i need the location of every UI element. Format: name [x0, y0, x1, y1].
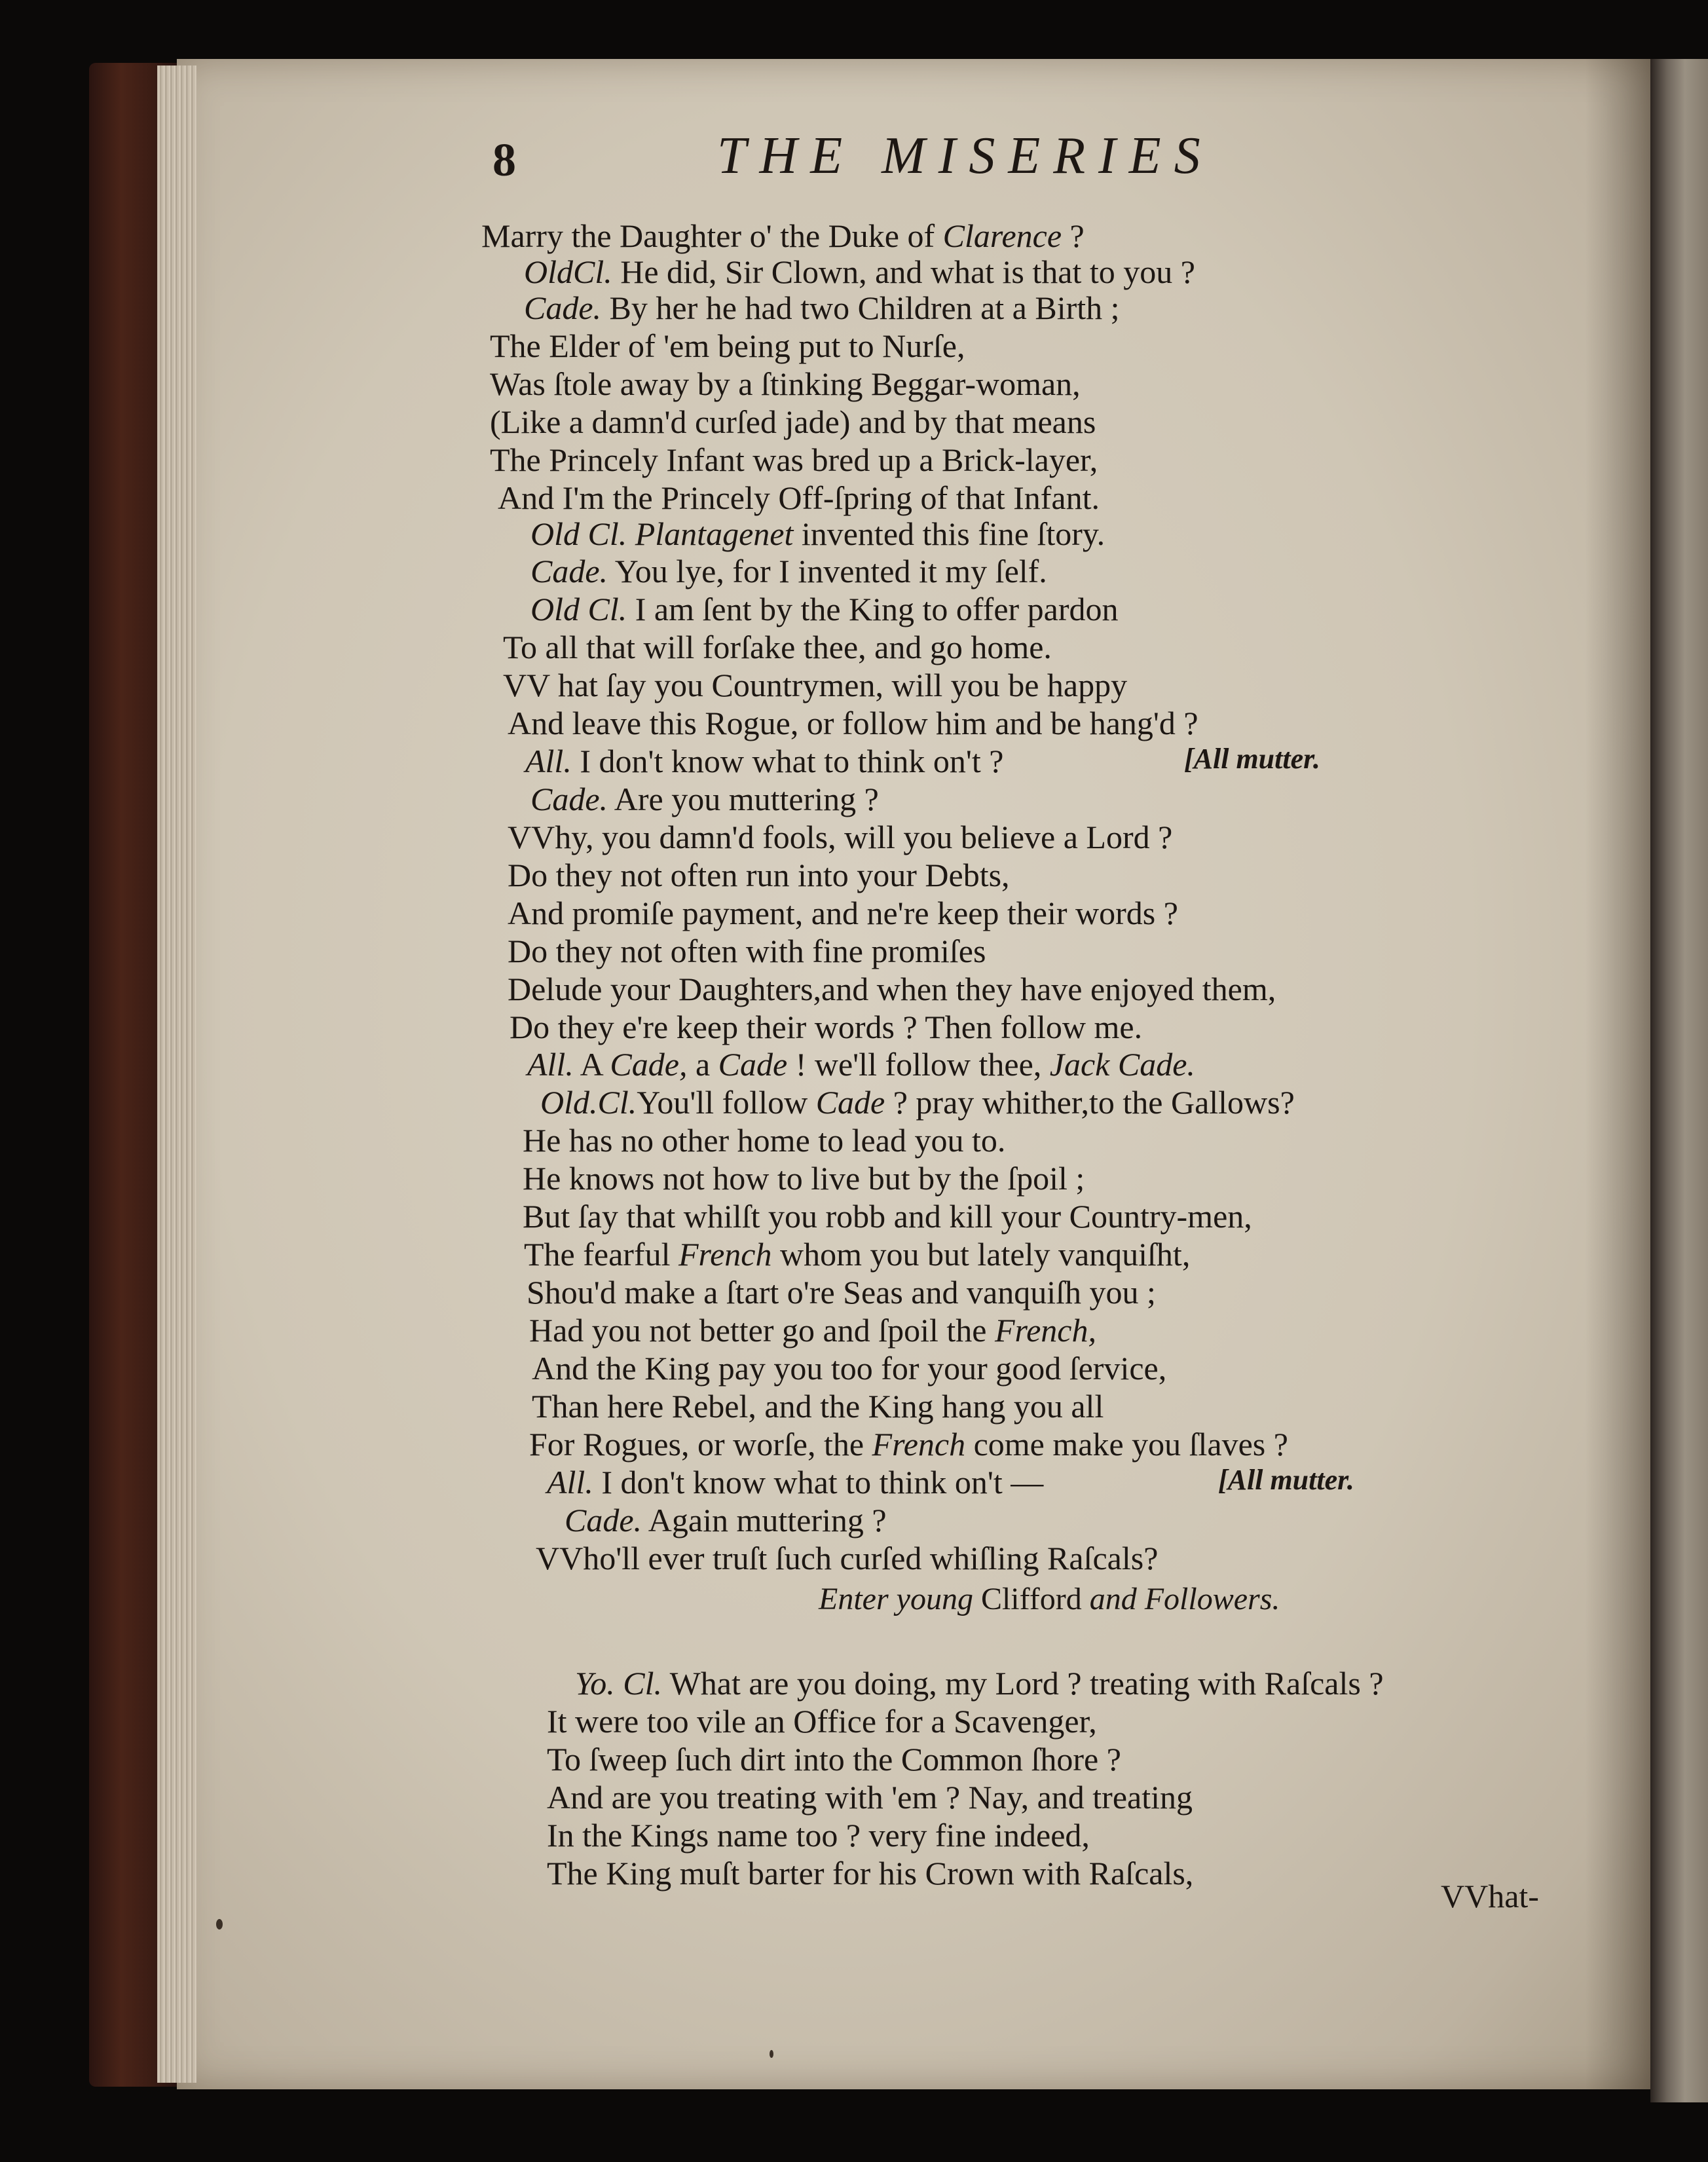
verse-line	[524, 291, 1120, 324]
italic-text: Cade.	[530, 553, 608, 589]
italic-text: Clarence	[942, 217, 1062, 254]
text-run: Clifford	[973, 1582, 1090, 1616]
verse-line	[530, 555, 1047, 587]
text-run: Marry the Daughter o' the Duke of	[481, 217, 943, 254]
italic-text: Old Cl.	[530, 591, 627, 627]
verse-line	[532, 1352, 1166, 1385]
verse-line	[530, 517, 1105, 550]
italic-text: All.	[547, 1464, 593, 1500]
verse-line	[481, 219, 1085, 252]
text-run: I am ſent by the King to offer pardon	[627, 591, 1119, 627]
italic-text: Cade.	[565, 1502, 642, 1538]
text-run: To all that will forſake thee, and go home.	[503, 629, 1052, 665]
verse-line	[532, 1390, 1104, 1423]
text-run: It were too vile an Office for a Scavenger,	[547, 1703, 1097, 1740]
verse-line	[508, 897, 1178, 929]
verse-line	[527, 1276, 1156, 1309]
text-run: The fearful	[524, 1236, 678, 1273]
verse-line	[523, 1124, 1005, 1157]
text-run: a	[687, 1046, 718, 1083]
italic-text: All.	[525, 743, 572, 779]
verse-line	[490, 443, 1098, 476]
verse-line	[508, 821, 1172, 853]
italic-text: Cade.	[524, 289, 602, 326]
text-run: ? pray whither,to the Gallows?	[885, 1084, 1295, 1121]
text-run: And the King pay you too for your good ſervice,	[532, 1350, 1167, 1387]
verse-line	[530, 593, 1119, 625]
text-run: whom you but lately vanquiſht,	[771, 1236, 1191, 1273]
stage-direction: [All mutter.	[1218, 1464, 1354, 1496]
verse-line	[529, 1428, 1288, 1461]
verse-line	[510, 1011, 1142, 1043]
verse-line	[547, 1857, 1193, 1890]
verse-line	[508, 973, 1276, 1005]
text-run: VV hat ſay you Countrymen, will you be happy	[503, 667, 1128, 703]
italic-text: Cade	[815, 1084, 885, 1121]
text-run: ?	[1062, 217, 1085, 254]
italic-text: Cade.	[530, 781, 608, 817]
text-run: The Elder of 'em being put to Nurſe,	[490, 327, 965, 364]
text-run: What are you doing, my Lord ? treating with Raſcals ?	[661, 1665, 1384, 1702]
text-run: And leave this Rogue, or follow him and be hang'd ?	[508, 705, 1198, 741]
text-run: But ſay that whilſt you robb and kill your Country-men,	[523, 1198, 1252, 1235]
verse-line	[565, 1504, 887, 1537]
italic-text: Jack Cade.	[1049, 1046, 1195, 1083]
text-run: Do they not often run into your Debts,	[508, 857, 1010, 893]
italic-text: Old Cl. Plantagenet	[530, 515, 794, 552]
text-run: He knows not how to live but by the ſpoil ;	[523, 1160, 1085, 1197]
verse-line	[547, 1819, 1090, 1852]
italic-text: Cade,	[610, 1046, 688, 1083]
verse-line	[530, 783, 879, 815]
text-run: He did, Sir Clown, and what is that to you ?	[612, 253, 1195, 290]
stage-direction-entrance	[819, 1584, 1280, 1615]
italic-text: OldCl.	[524, 253, 612, 290]
verse-line	[498, 481, 1100, 514]
text-run: Again muttering ?	[642, 1502, 887, 1538]
italic-text: All.	[527, 1046, 574, 1083]
text-run: The King muſt barter for his Crown with Raſcals,	[547, 1855, 1194, 1892]
text-run: I don't know what to think on't ?	[571, 743, 1004, 779]
verse-line	[547, 1743, 1121, 1776]
verse-line	[575, 1667, 1384, 1700]
verse-line	[524, 255, 1195, 288]
text-run: come make you ſlaves ?	[965, 1426, 1288, 1463]
text-run: And are you treating with 'em ? Nay, and treating	[547, 1779, 1193, 1816]
verse-line	[524, 1238, 1190, 1271]
text-run: VVhy, you damn'd fools, will you believe a Lord ?	[508, 819, 1173, 855]
verse-line	[527, 1048, 1195, 1081]
verse-line	[547, 1781, 1193, 1814]
verse-line	[503, 631, 1052, 663]
verse-line	[547, 1705, 1097, 1738]
verse-line	[540, 1086, 1295, 1119]
verse-line	[523, 1200, 1252, 1233]
running-title: THE MISERIES	[717, 127, 1214, 185]
verse-line	[547, 1466, 1043, 1499]
text-run: Do they e're keep their words ? Then follow me.	[510, 1009, 1143, 1045]
verse-line	[523, 1162, 1085, 1195]
italic-text: French	[872, 1426, 966, 1463]
text-run: Are you muttering ?	[608, 781, 879, 817]
text-run: Delude your Daughters,and when they have enjoyed them,	[508, 971, 1276, 1007]
text-run: Than here Rebel, and the King hang you all	[532, 1388, 1104, 1425]
text-run: Do they not often with fine promiſes	[508, 933, 986, 969]
text-run: Was ſtole away by a ſtinking Beggar-woman,	[490, 365, 1081, 402]
catchword: VVhat-	[1441, 1878, 1539, 1914]
verse-line	[503, 669, 1127, 701]
verse-line	[536, 1542, 1158, 1575]
text-run: A	[573, 1046, 610, 1083]
text-run: You'll follow	[637, 1084, 816, 1121]
text-run: By her he had two Children at a Birth ;	[601, 289, 1120, 326]
italic-text: Yo. Cl.	[575, 1665, 662, 1702]
page-number: 8	[492, 134, 516, 186]
verse-line	[525, 745, 1003, 777]
text-run: And promiſe payment, and ne're keep their words ?	[508, 895, 1178, 931]
text-run: I don't know what to think on't —	[593, 1464, 1044, 1500]
verse-line	[490, 405, 1096, 438]
verse-line	[529, 1314, 1096, 1347]
text-run: He has no other home to lead you to.	[523, 1122, 1006, 1159]
text-run: (Like a damn'd curſed jade) and by that means	[490, 403, 1096, 440]
italic-text: Enter young	[819, 1582, 973, 1616]
italic-text: French	[678, 1236, 772, 1273]
verse-line	[490, 329, 965, 362]
verse-line	[508, 707, 1198, 739]
stage-direction: [All mutter.	[1184, 743, 1320, 775]
text-run: And I'm the Princely Off-ſpring of that Infant.	[498, 479, 1100, 516]
verse-line	[508, 859, 1010, 891]
verse-line	[490, 367, 1081, 400]
text-run: Had you not better go and ſpoil the	[529, 1312, 995, 1349]
text-run: invented this fine ſtory.	[793, 515, 1105, 552]
text-run: Shou'd make a ſtart o're Seas and vanquiſh you ;	[527, 1274, 1156, 1311]
italic-text: French,	[994, 1312, 1096, 1349]
text-run: For Rogues, or worſe, the	[529, 1426, 872, 1463]
italic-text: Cade	[718, 1046, 788, 1083]
italic-text: Old.Cl.	[540, 1084, 637, 1121]
text-run: VVho'll ever truſt ſuch curſed whiſling Raſcals?	[536, 1540, 1159, 1576]
text-run: To ſweep ſuch dirt into the Common ſhore ?	[547, 1741, 1121, 1778]
italic-text: and Followers.	[1089, 1582, 1280, 1616]
text-run: In the Kings name too ? very fine indeed,	[547, 1817, 1090, 1854]
verse-line	[508, 935, 986, 967]
text-run: The Princely Infant was bred up a Brick-layer,	[490, 441, 1098, 478]
text-run: ! we'll follow thee,	[787, 1046, 1050, 1083]
text-run: You lye, for I invented it my ſelf.	[608, 553, 1047, 589]
